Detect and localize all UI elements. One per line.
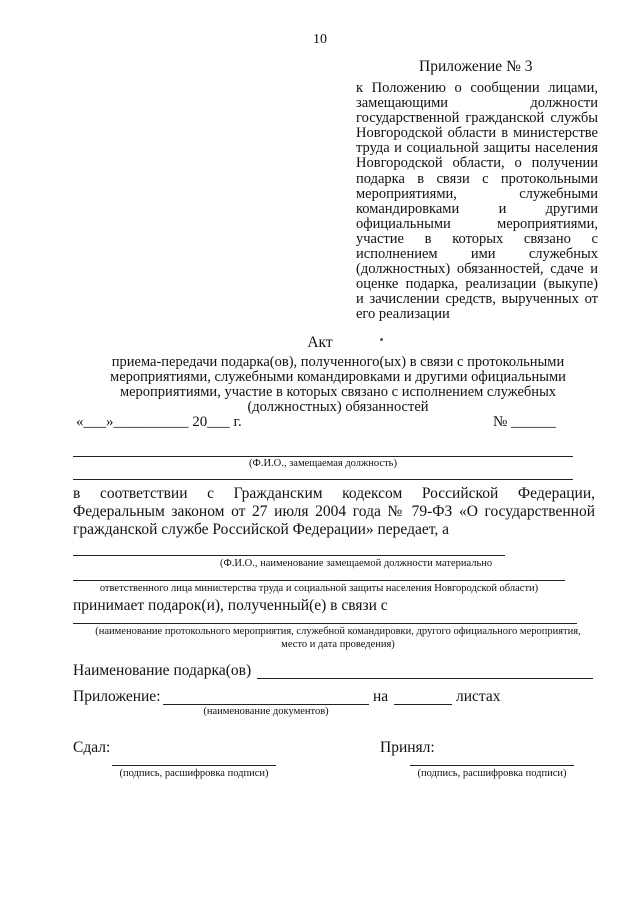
act-subtitle: приема-передачи подарка(ов), полученного(ых) в связи с протокольными мероприятиями, служебными командировками и другими официальными мероприятиями, участие в которых связано с исполнением служебных (должностных) обязанностей [110, 354, 566, 416]
attachment-label: Приложение: [73, 688, 161, 705]
handed-over-label: Сдал: [73, 739, 111, 756]
fio-position-blank-line [73, 456, 573, 457]
attachment-documents-blank-line [163, 704, 369, 705]
event-caption-2: место и дата проведения) [281, 639, 395, 650]
accepts-text: принимает подарок(и), полученный(е) в связи с [73, 597, 388, 614]
fio-position-blank-line-2 [73, 479, 573, 480]
responsible-caption-2: ответственного лица министерства труда и социальной защиты населения Новгородской области) [99, 583, 539, 594]
gift-name-blank-line [257, 678, 593, 679]
attachment-sheets-blank-line [394, 704, 452, 705]
accepted-signature-line [410, 765, 574, 766]
act-number-line: № ______ [493, 414, 557, 430]
attachment-caption: (наименование документов) [203, 706, 329, 717]
responsible-caption-1: (Ф.И.О., наименование замещаемой должности материально [220, 558, 493, 569]
act-date-line: «___»__________ 20___ г. [76, 414, 242, 430]
attachment-on-label: на [373, 688, 389, 705]
appendix-title: Приложение № 3 [419, 58, 533, 75]
page-number: 10 [313, 32, 327, 47]
appendix-text: к Положению о сообщении лицами, замещающими должности государственной гражданской службы Новгородской области в министерстве труда и социальной защиты населения Новгородской области, о получении подарка в связи с протокольными мероприятиями, служебными командировками и другими официальными мероприятиями, участие в которых связано с исполнением ими служебных (должностных) обязанностей, сдаче и оценке подарка, реализации (выкупе) и зачислении средств, вырученных от его реализации [356, 80, 598, 323]
accepted-label: Принял: [380, 739, 435, 756]
gift-name-label: Наименование подарка(ов) [73, 662, 252, 679]
responsible-blank-line [73, 555, 505, 556]
handed-over-signature-line [112, 765, 276, 766]
event-caption-1: (наименование протокольного мероприятия, служебной командировки, другого официального мероприятия, [95, 626, 581, 637]
act-title: Акт [307, 334, 333, 351]
accepted-caption: (подпись, расшифровка подписи) [417, 768, 567, 779]
event-blank-line [73, 623, 577, 624]
attachment-sheets-label: листах [456, 688, 501, 705]
legal-basis-text: в соответствии с Гражданским кодексом Российской Федерации, Федеральным законом от 27 июля 2004 года № 79-ФЗ «О государственной гражданской службе Российской Федерации» передает, а [73, 485, 595, 538]
fio-position-caption: (Ф.И.О., замещаемая должность) [249, 458, 397, 469]
responsible-blank-line-2 [73, 580, 565, 581]
handed-over-caption: (подпись, расшифровка подписи) [119, 768, 269, 779]
